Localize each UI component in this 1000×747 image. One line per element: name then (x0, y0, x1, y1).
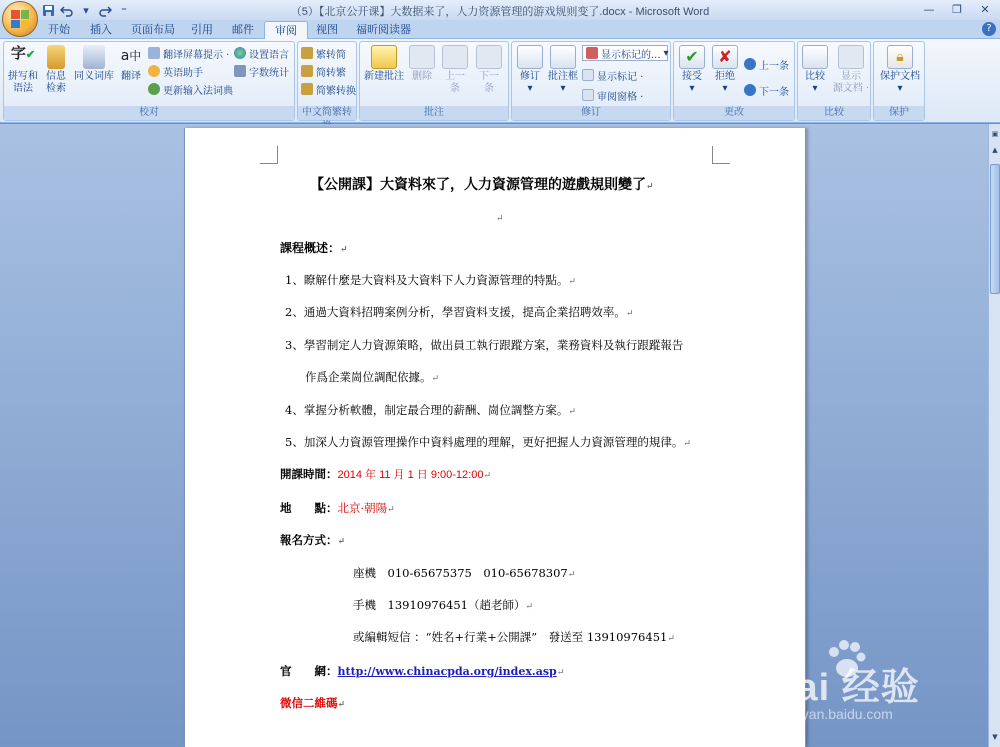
course-time-value: 2014 年 11 月 1 日 9:00-12:00 (337, 469, 484, 481)
list-item-text: 3、學習制定人力資源策略，做出員工執行跟蹤方案，業務資料及執行跟蹤報告 (285, 338, 684, 352)
translate-label: 翻译 (121, 71, 141, 82)
previous-comment-icon (442, 45, 468, 69)
list-item-text: 作爲企業崗位調配依據。 (305, 370, 432, 384)
sms-signup (353, 629, 675, 645)
chevron-down-icon: ▾ (663, 47, 669, 59)
research-button[interactable] (42, 45, 70, 95)
customize-icon[interactable]: ⁼ (121, 3, 127, 17)
new-comment-label: 新建批注 (364, 71, 404, 82)
previous-change-button[interactable] (744, 56, 789, 72)
group-label-compare: 比较 (798, 106, 870, 120)
mobile-phone-text: 手機 13910976451（趙老師） (353, 598, 526, 612)
signup-heading (280, 532, 345, 548)
lock-icon: 🔒︎ (887, 45, 913, 69)
landline-phone (353, 565, 575, 581)
set-language-label: 设置语言 (249, 49, 289, 61)
word-count-button[interactable] (234, 63, 289, 79)
ribbon (0, 39, 1000, 123)
quick-access-toolbar (40, 2, 132, 18)
word-count-label: 字数统计 (249, 67, 289, 79)
paragraph-mark: ↵ (568, 277, 576, 287)
previous-comment-label-2: 条 (450, 83, 460, 94)
ruler-toggle-icon[interactable]: ▣ (991, 130, 999, 138)
compare-dropdown-icon: ▾ (812, 83, 818, 94)
redo-icon[interactable] (97, 2, 113, 18)
track-changes-dropdown-icon: ▾ (527, 83, 533, 94)
reject-dropdown-icon: ▾ (722, 83, 728, 94)
balloons-dropdown-icon: ▾ (560, 83, 566, 94)
globe-icon (234, 47, 246, 59)
tab-view[interactable]: 视图 (316, 23, 338, 36)
next-comment-label-1: 下一 (479, 71, 499, 82)
scrollbar-thumb[interactable] (990, 164, 1000, 294)
track-changes-button[interactable] (515, 45, 545, 95)
group-label-changes: 更改 (674, 106, 794, 120)
previous-change-label: 上一条 (759, 60, 789, 72)
group-protect (873, 41, 925, 121)
scroll-up-icon[interactable]: ▲ (992, 146, 998, 154)
reject-icon: ✘ (712, 45, 738, 69)
display-for-review-select[interactable] (582, 45, 668, 61)
wechat-text: 微信二維碼 (280, 696, 338, 710)
translate-icon: a中 (120, 48, 142, 64)
balloons-button[interactable] (546, 45, 580, 95)
display-review-icon (586, 47, 598, 59)
group-changes (673, 41, 795, 121)
close-icon[interactable]: ✕ (980, 3, 990, 16)
watermark-sub-text: jingyan.baidu.com (780, 706, 893, 722)
undo-dropdown-icon[interactable]: ▾ (83, 3, 89, 17)
thesaurus-button[interactable] (72, 45, 116, 83)
office-button[interactable] (2, 1, 38, 37)
paragraph-mark: ↵ (525, 602, 534, 612)
trad-to-simp-icon (301, 47, 313, 59)
research-label-2: 检索 (46, 83, 66, 94)
english-assistant-button[interactable] (148, 63, 203, 79)
paragraph-mark: ↵ (337, 537, 346, 547)
protect-document-label: 保护文档 (880, 71, 920, 82)
show-source-label-2: 源文档 · (832, 83, 870, 94)
next-change-label: 下一条 (759, 86, 789, 98)
group-label-chinese-conversion: 中文简繁转 (298, 106, 356, 120)
baidu-jingyan-watermark (768, 638, 983, 728)
simp-to-trad-icon (301, 65, 313, 77)
tab-insert[interactable]: 插入 (90, 23, 112, 36)
course-location-value: 北京·朝陽 (337, 501, 388, 515)
window-title: （5）【北京公开课】大数据来了，人力资源管理的游戏规则变了.docx - Microsoft Word (290, 6, 710, 18)
wechat-qrcode-label (280, 695, 345, 711)
delete-comment-label: 删除 (412, 71, 432, 82)
previous-comment-label-1: 上一 (445, 71, 465, 82)
show-markup-button[interactable] (582, 67, 643, 83)
update-ime-dictionary-button[interactable] (148, 81, 233, 97)
simplified-to-traditional-button[interactable] (301, 63, 346, 79)
minimize-icon[interactable]: — (923, 3, 935, 16)
vertical-scrollbar[interactable] (988, 124, 1000, 747)
document-title (310, 174, 654, 194)
paragraph-mark: ↵ (483, 471, 491, 481)
course-time (280, 466, 491, 482)
group-comments (359, 41, 509, 121)
website-label: 官 網： (280, 664, 338, 678)
balloons-icon (550, 45, 576, 69)
landline-phone-text: 座機 010-65675375 010-65678307 (353, 566, 568, 580)
next-comment-label-2: 条 (484, 83, 494, 94)
scroll-down-icon[interactable]: ▼ (992, 733, 998, 741)
tab-references[interactable]: 引用 (191, 23, 213, 36)
signup-label: 報名方式： (280, 533, 338, 547)
show-source-documents-button[interactable] (832, 45, 870, 95)
paragraph-mark: ↵ (387, 505, 395, 515)
spelling-label-2: 语法 (13, 83, 33, 94)
paragraph-mark: ↵ (556, 668, 565, 678)
thesaurus-label: 同义词库 (74, 71, 114, 82)
protect-document-button[interactable] (876, 45, 924, 95)
empty-paragraph (496, 210, 504, 224)
screentip-icon (148, 47, 160, 59)
simp-to-trad-label: 简转繁 (316, 67, 346, 79)
overview-heading (280, 239, 348, 256)
paragraph-mark: ↵ (568, 407, 576, 417)
list-item-text: 5、加深人力資源管理操作中資料處理的理解，更好把握人力資源管理的規律。 (285, 435, 684, 449)
thesaurus-book-icon (83, 45, 105, 69)
reviewing-pane-button[interactable] (582, 87, 643, 103)
paragraph-mark: ↵ (431, 374, 440, 384)
course-location (280, 500, 395, 516)
next-change-button[interactable] (744, 82, 789, 98)
list-item-text: 2、通過大資料招聘案例分析，學習資料支援，提高企業招聘效率。 (285, 305, 626, 319)
list-item (285, 337, 683, 353)
paragraph-mark: ↵ (625, 309, 634, 319)
chinese-conversion-button[interactable] (301, 81, 356, 97)
spelling-grammar-button[interactable] (6, 45, 40, 95)
document-title-text: 【公開課】大資料來了，人力資源管理的遊戲規則變了 (310, 177, 646, 193)
website (280, 663, 564, 679)
list-item-text: 1、瞭解什麼是大資料及大資料下人力資源管理的特點。 (285, 273, 569, 287)
conversion-label: 简繁转换 (316, 85, 356, 97)
balloons-label: 批注框 (548, 71, 578, 82)
compare-icon (802, 45, 828, 69)
paragraph-mark: ↵ (667, 634, 675, 644)
course-time-label: 開課時間： (280, 467, 338, 481)
reviewing-pane-label: 审阅窗格 · (597, 91, 644, 103)
delete-comment-button[interactable] (407, 45, 437, 83)
course-location-label: 地 點： (280, 501, 338, 515)
traditional-to-simplified-button[interactable] (301, 45, 346, 61)
restore-icon[interactable]: ❐ (952, 3, 962, 16)
document-page[interactable] (184, 128, 806, 747)
crop-mark-right (712, 146, 730, 164)
undo-icon[interactable] (59, 2, 75, 18)
window-controls (918, 2, 996, 17)
overview-label: 課程概述： (280, 241, 341, 255)
show-source-label-1: 显示 (841, 71, 861, 82)
sms-signup-text: 或編輯短信 ：“姓名+行業+公開課” 發送至 13910976451 (353, 630, 668, 644)
paragraph-mark: ↵ (567, 570, 576, 580)
track-changes-icon (517, 45, 543, 69)
translation-screentip-button[interactable] (148, 45, 229, 61)
tab-mailings[interactable]: 邮件 (232, 23, 254, 36)
conversion-icon (301, 83, 313, 95)
accept-button[interactable] (677, 45, 707, 95)
list-item-text: 4、掌握分析軟體，制定最合理的薪酬、崗位調整方案。 (285, 403, 569, 417)
set-language-button[interactable] (234, 45, 289, 61)
group-tracking (511, 41, 671, 121)
show-markup-label: 显示标记 · (597, 71, 644, 83)
help-icon[interactable]: ? (982, 22, 996, 36)
show-markup-icon (582, 69, 594, 81)
research-book-icon (47, 45, 65, 69)
tab-review[interactable]: 审阅 (264, 21, 308, 39)
group-label-protect: 保护 (874, 106, 924, 120)
screentip-label: 翻译屏幕提示 · (163, 49, 230, 61)
paragraph-mark: ↵ (340, 245, 348, 255)
paragraph-mark: ↵ (683, 439, 691, 449)
save-icon[interactable] (40, 2, 56, 18)
tab-foxit-reader[interactable]: 福昕阅读器 (356, 23, 411, 36)
crop-mark-left (260, 146, 278, 164)
compare-label: 比较 (805, 71, 825, 82)
update-ime-label: 更新输入法词典 (163, 85, 233, 97)
mobile-phone (353, 597, 533, 613)
accept-dropdown-icon: ▾ (689, 83, 695, 94)
list-item (285, 434, 691, 450)
reject-label: 拒绝 (715, 71, 735, 82)
tab-page-layout[interactable]: 页面布局 (131, 23, 175, 36)
previous-comment-button[interactable] (440, 45, 470, 95)
tab-home[interactable]: 开始 (48, 23, 70, 36)
research-label-1: 信息 (46, 71, 66, 82)
track-changes-label: 修订 (520, 71, 540, 82)
ribbon-tabs (0, 20, 1000, 39)
previous-change-icon (744, 58, 756, 70)
group-label-comments: 批注 (360, 106, 508, 120)
paragraph-mark: ↵ (646, 182, 654, 192)
title-bar (0, 0, 1000, 20)
next-comment-icon (476, 45, 502, 69)
reviewing-pane-icon (582, 89, 594, 101)
list-item-continuation (305, 369, 439, 385)
group-chinese-conversion (297, 41, 357, 121)
group-compare (797, 41, 871, 121)
paragraph-mark: ↵ (337, 700, 346, 710)
list-item (285, 272, 576, 288)
group-label-tracking: 修订 (512, 106, 670, 120)
accept-icon: ✔ (679, 45, 705, 69)
accept-label: 接受 (682, 71, 702, 82)
spellcheck-icon: 字✔ (10, 44, 36, 62)
protect-dropdown-icon: ▾ (897, 83, 903, 94)
new-comment-icon (371, 45, 397, 69)
list-item (285, 304, 633, 320)
next-comment-button[interactable] (474, 45, 504, 95)
translate-button[interactable] (116, 45, 146, 83)
delete-comment-icon (409, 45, 435, 69)
compare-button[interactable] (800, 45, 830, 95)
watermark-main-text: Bai 经验 (768, 667, 920, 709)
new-comment-button[interactable] (363, 45, 405, 83)
paragraph-mark: ↵ (496, 214, 504, 224)
trad-to-simp-label: 繁转简 (316, 49, 346, 61)
spelling-label-1: 拼写和 (8, 71, 38, 82)
english-assistant-label: 英语助手 (163, 67, 203, 79)
next-change-icon (744, 84, 756, 96)
reject-button[interactable] (710, 45, 740, 95)
english-assistant-icon (148, 65, 160, 77)
list-item (285, 402, 576, 418)
group-label-proofing: 校对 (4, 106, 294, 120)
refresh-icon (148, 83, 160, 95)
group-proofing (3, 41, 295, 121)
display-review-value: 显示标记的... (601, 49, 661, 61)
word-count-icon (234, 65, 246, 77)
office-logo-icon (11, 10, 29, 28)
website-link[interactable]: http://www.chinacpda.org/index.asp (337, 665, 557, 678)
show-source-icon (838, 45, 864, 69)
